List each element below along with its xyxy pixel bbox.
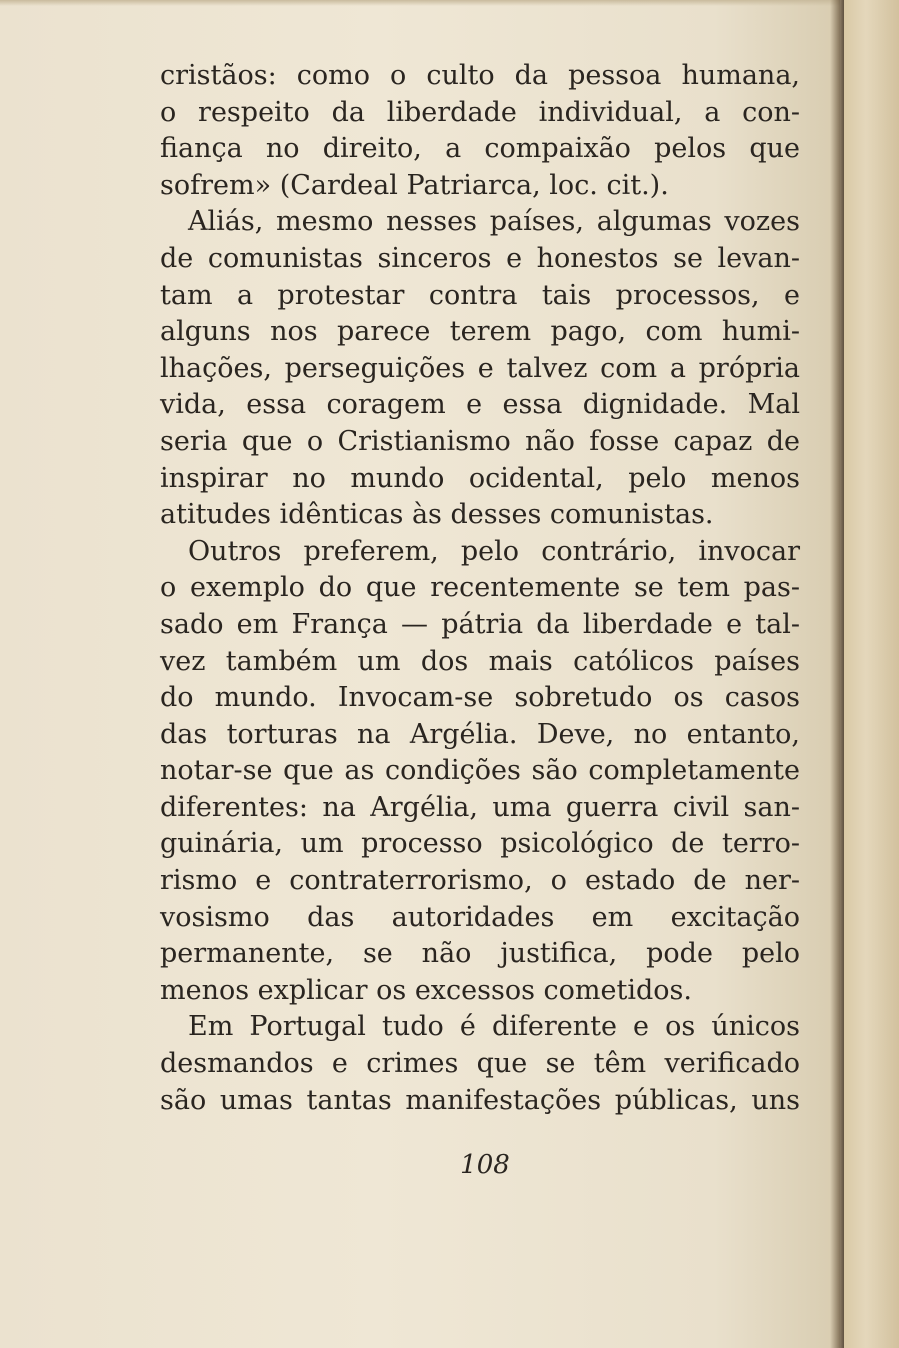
text-line: alguns nos parece terem pago, com humi- <box>160 316 800 348</box>
text-line: vida, essa coragem e essa dignidade. Mal <box>160 389 800 421</box>
text-line: inspirar no mundo ocidental, pelo menos <box>160 462 800 494</box>
text-line: o exemplo do que recentemente se tem pas- <box>160 572 800 604</box>
text-line: desmandos e crimes que se têm verificado <box>160 1048 800 1080</box>
text-line: guinária, um processo psicológico de terro- <box>160 828 800 860</box>
page-number: 108 <box>460 1150 510 1180</box>
text-line: o respeito da liberdade individual, a con- <box>160 96 800 128</box>
text-line: menos explicar os excessos cometidos. <box>160 974 692 1006</box>
text-line: cristãos: como o culto da pessoa humana, <box>160 60 800 91</box>
text-line: vez também um dos mais católicos países <box>160 645 800 677</box>
text-line: de comunistas sinceros e honestos se levan- <box>160 242 800 274</box>
text-line: das torturas na Argélia. Deve, no entanto, <box>160 718 800 750</box>
text-line: seria que o Cristianismo não fosse capaz de <box>160 425 800 457</box>
paragraph-3 <box>160 534 800 1010</box>
text-line: rismo e contraterrorismo, o estado de ner- <box>160 865 800 897</box>
text-line: Outros preferem, pelo contrário, invocar <box>188 535 800 567</box>
text-line: diferentes: na Argélia, uma guerra civil san- <box>160 791 800 823</box>
text-line: Em Portugal tudo é diferente e os únicos <box>188 1011 800 1043</box>
text-line: sofrem» (Cardeal Patriarca, loc. cit.). <box>160 169 669 201</box>
text-line: vosismo das autoridades em excitação <box>160 901 800 933</box>
text-line: permanente, se não justifica, pode pelo <box>160 938 800 970</box>
page-top-edge <box>0 0 840 6</box>
text-line: do mundo. Invocam-se sobretudo os casos <box>160 682 800 714</box>
page-gutter-shadow <box>830 0 844 1348</box>
text-line: atitudes idênticas às desses comunistas. <box>160 499 714 531</box>
text-line: tam a protestar contra tais processos, e <box>160 279 800 311</box>
paragraph-4 <box>160 1009 800 1119</box>
paragraph-2 <box>160 204 800 533</box>
text-line: sado em França — pátria da liberdade e tal- <box>160 608 800 640</box>
body-text <box>160 58 800 1119</box>
text-line: fiança no direito, a compaixão pelos que <box>160 133 800 165</box>
next-page-edge <box>844 0 899 1348</box>
paragraph-1 <box>160 58 800 204</box>
text-line: lhações, perseguições e talvez com a própria <box>160 352 800 384</box>
text-line: notar-se que as condições são completamente <box>160 755 800 787</box>
text-line: Aliás, mesmo nesses países, algumas vozes <box>188 206 800 238</box>
text-line: são umas tantas manifestações públicas, uns <box>160 1084 800 1116</box>
